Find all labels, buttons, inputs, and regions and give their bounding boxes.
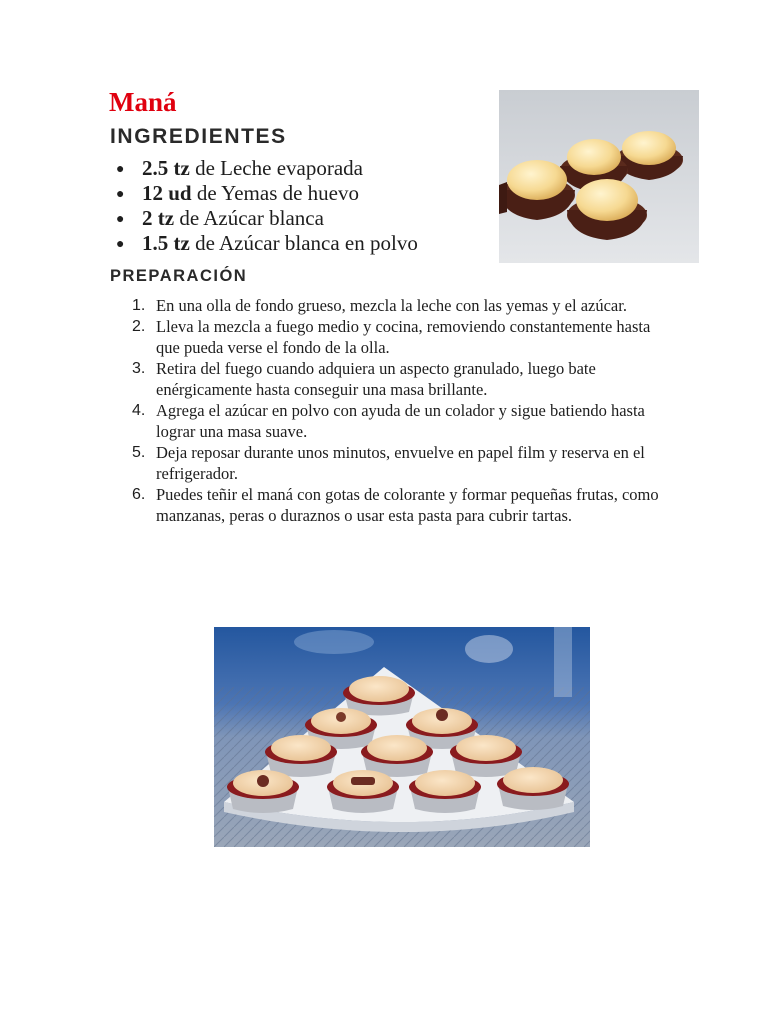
- ingredient-item: [110, 206, 418, 231]
- ingredient-name: de Azúcar blanca: [174, 206, 324, 230]
- step-item: [110, 295, 670, 316]
- step-number: 4.: [132, 402, 146, 419]
- step-text: Lleva la mezcla a fuego medio y cocina, removiendo constantemente hasta que pueda verse el fondo de la olla.: [156, 317, 651, 357]
- bullet-icon: ●: [116, 212, 125, 227]
- step-item: [110, 316, 670, 358]
- step-item: [110, 442, 670, 484]
- bullet-icon: ●: [116, 162, 125, 177]
- step-item: [110, 358, 670, 400]
- step-text: Agrega el azúcar en polvo con ayuda de un colador y sigue batiendo hasta lograr una masa suave.: [156, 401, 645, 441]
- step-number: 3.: [132, 360, 146, 377]
- step-number: 5.: [132, 444, 146, 461]
- preparation-heading: PREPARACIÓN: [110, 267, 248, 285]
- ingredients-heading: INGREDIENTES: [110, 125, 287, 148]
- ingredient-item: [110, 231, 418, 256]
- ingredient-name: de Leche evaporada: [189, 156, 363, 180]
- step-text: Puedes teñir el maná con gotas de colorante y formar pequeñas frutas, como manzanas, peras o duraznos o usar esta pasta para cubrir tartas.: [156, 485, 659, 525]
- step-number: 1.: [132, 297, 146, 314]
- ingredient-name: de Azúcar blanca en polvo: [189, 231, 418, 255]
- step-item: [110, 400, 670, 442]
- step-number: 2.: [132, 318, 146, 335]
- step-text: Retira del fuego cuando adquiera un aspecto granulado, luego bate enérgicamente hasta conseguir una masa brillante.: [156, 359, 596, 399]
- ingredient-name: de Yemas de huevo: [191, 181, 360, 205]
- sweets-photo-bottom: [214, 627, 590, 847]
- bullet-icon: ●: [116, 237, 125, 252]
- ingredient-quantity: 2.5 tz: [142, 156, 190, 180]
- sweets-photo-top: [499, 90, 699, 263]
- ingredient-quantity: 2 tz: [142, 206, 175, 230]
- recipe-title: Maná: [109, 87, 177, 117]
- ingredients-list: [110, 156, 418, 256]
- ingredient-item: [110, 181, 418, 206]
- ingredient-quantity: 1.5 tz: [142, 231, 190, 255]
- step-item: [110, 484, 670, 526]
- ingredient-item: [110, 156, 418, 181]
- bullet-icon: ●: [116, 187, 125, 202]
- preparation-steps: [110, 295, 670, 526]
- step-number: 6.: [132, 486, 146, 503]
- ingredient-quantity: 12 ud: [142, 181, 192, 205]
- step-text: En una olla de fondo grueso, mezcla la leche con las yemas y el azúcar.: [156, 296, 627, 315]
- step-text: Deja reposar durante unos minutos, envuelve en papel film y reserva en el refrigerador.: [156, 443, 645, 483]
